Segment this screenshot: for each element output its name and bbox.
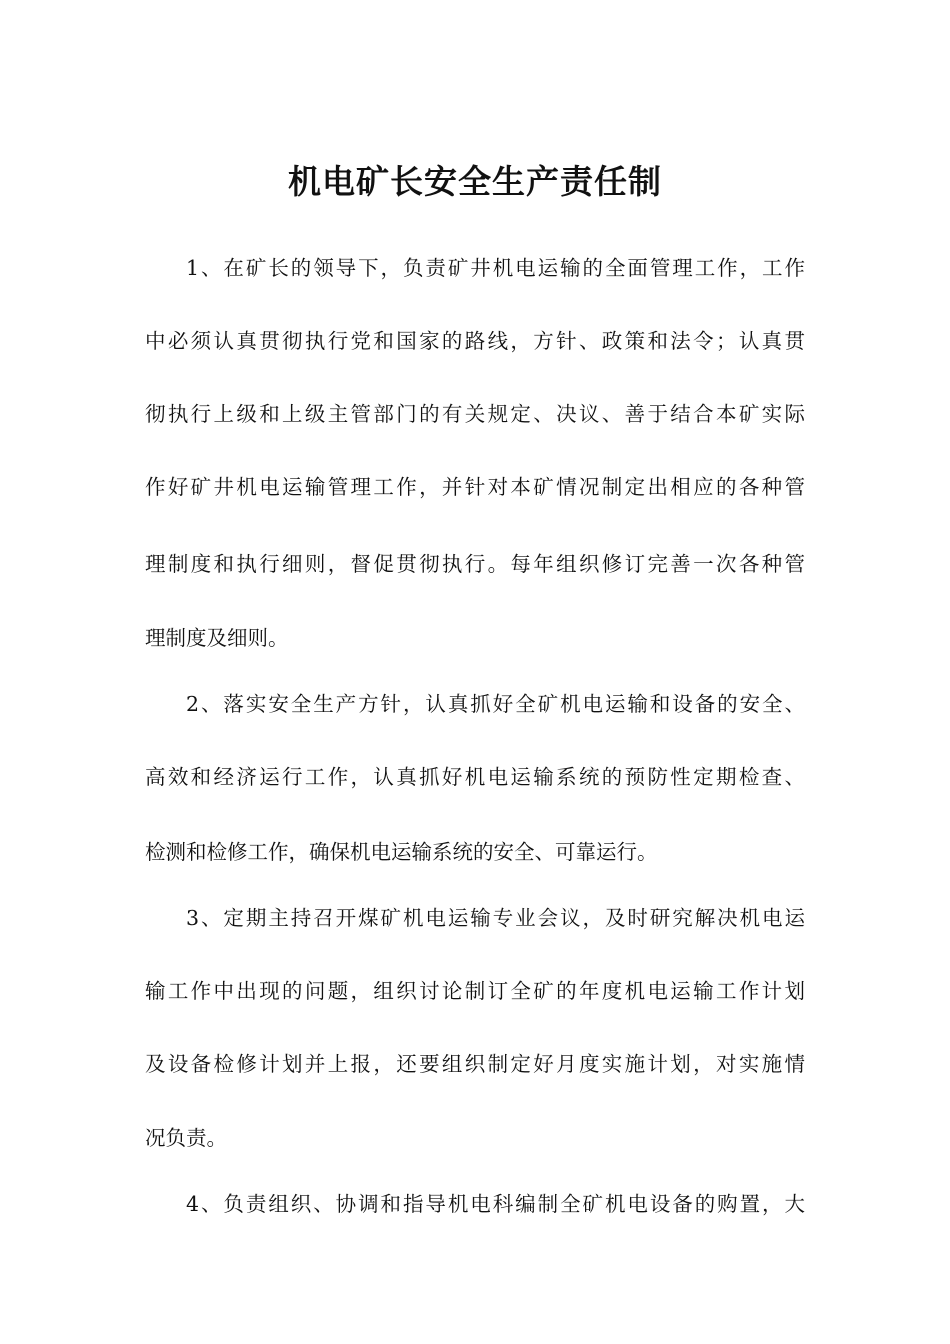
body-line: 理制度和执行细则，督促贯彻执行。每年组织修订完善一次各种管: [145, 552, 805, 576]
body-line: 高效和经济运行工作，认真抓好机电运输系统的预防性定期检查、: [145, 765, 805, 789]
body-line: 4、负责组织、协调和指导机电科编制全矿机电设备的购置，大: [186, 1192, 805, 1216]
body-line: 及设备检修计划并上报，还要组织制定好月度实施计划，对实施情: [145, 1052, 805, 1076]
body-line: 彻执行上级和上级主管部门的有关规定、决议、善于结合本矿实际: [145, 402, 805, 426]
body-line: 1、在矿长的领导下，负责矿井机电运输的全面管理工作，工作: [186, 256, 805, 280]
body-line: 3、定期主持召开煤矿机电运输专业会议，及时研究解决机电运: [186, 906, 805, 930]
body-line: 况负责。: [145, 1126, 227, 1150]
body-line: 作好矿井机电运输管理工作，并针对本矿情况制定出相应的各种管: [145, 475, 805, 499]
body-line: 中必须认真贯彻执行党和国家的路线，方针、政策和法令；认真贯: [145, 329, 805, 353]
body-line: 输工作中出现的问题，组织讨论制订全矿的年度机电运输工作计划: [145, 979, 805, 1003]
body-line: 检测和检修工作，确保机电运输系统的安全、可靠运行。: [145, 840, 658, 864]
body-line: 2、落实安全生产方针，认真抓好全矿机电运输和设备的安全、: [186, 692, 805, 716]
document-title: 机电矿长安全生产责任制: [288, 162, 662, 201]
body-line: 理制度及细则。: [145, 626, 289, 650]
